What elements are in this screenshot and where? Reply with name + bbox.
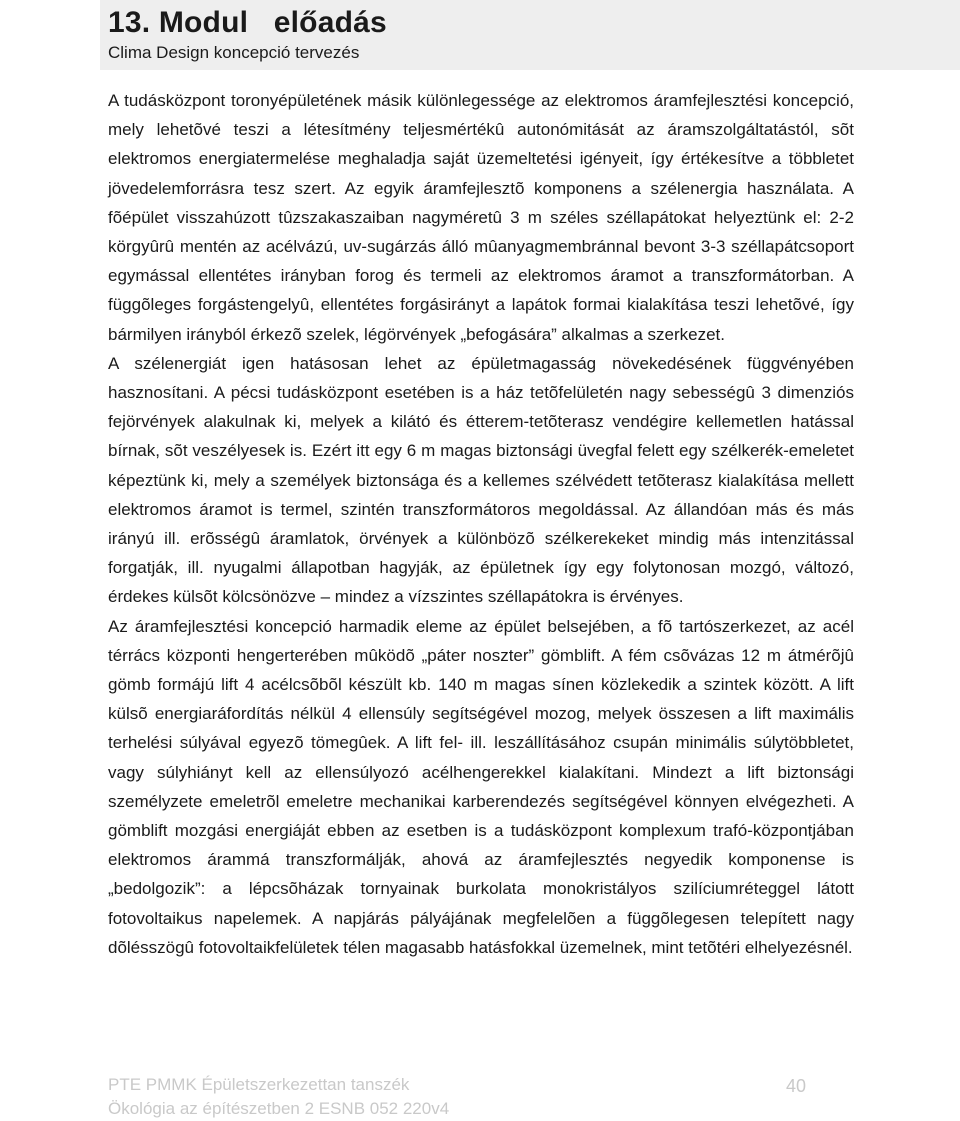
page-number: 40: [786, 1076, 807, 1096]
footer-course: Ökológia az építészetben 2 ESNB 052 220v4: [108, 1099, 450, 1118]
paragraph: A szélenergiát igen hatásosan lehet az épületmagasság növekedésének függvényében hasznosítani. A pécsi tudásközpont esetében is a ház tetõfelületén nagy sebességû 3 dimenziós fejörvények alakulnak ki, melyek a kilátó és étterem-tetõterasz vendégire kellemetlen hatással bírnak, sõt veszélyesek is. Ezért itt egy 6 m magas biztonsági üvegfal felett egy szélkerék-emeletet képeztünk ki, mely a személyek biztonsága és a kellemes szélvédett tetõterasz kialakítása mellett elektromos áramot is termel, szintén transzformátoros megoldással. Az állandóan más és más irányú ill. erõsségû áramlatok, örvények a különbözõ szélkerekeket mindig más intenzitással forgatják, ill. nyugalmi állapotban hagyják, az épületnek így egy folytonosan mozgó, változó, érdekes külsõt kölcsönözve – mindez a vízszintes széllapátokra is érvényes.: [108, 353, 854, 607]
paragraph: A tudásközpont toronyépületének másik különlegessége az elektromos áramfejlesztési koncepció, mely lehetõvé teszi a létesítmény teljesmértékû autonómitását az áramszolgáltatástól, sõt elektromos energiatermelése meghaladja saját üzemeltetési igényeit, így értékesítve a többletet jövedelemforrásra tesz szert. Az egyik áramfejlesztõ komponens a szélenergia használata. A fõépület visszahúzott tûzszakaszaiban nagyméretû 3 m széles széllapátokat helyeztünk el: 2-2 körgyûrû mentén az acélvázú, uv-sugárzás álló mûanyagmembránnal bevont 3-3 széllapátcsoport egymással ellentétes irányban forog és termeli az elektromos áramot a transzformátorban. A függõleges forgástengelyû, ellentétes forgásirányt a lapátok formai kialakítása teszi lehetõvé, így bármilyen irányból érkezõ szelek, légörvények „befogására” alkalmas a szerkezet.: [108, 91, 854, 344]
footer: [108, 1073, 449, 1121]
body-text: [108, 86, 854, 962]
paragraph: Az áramfejlesztési koncepció harmadik eleme az épület belsejében, a fõ tartószerkezet, az acél térrács központi hengerterében mûködõ „páter noszter” gömblift. A fém csõvázas 12 m átmérõjû gömb formájú lift 4 acélcsõbõl készült kb. 140 m magas sínen közlekedik a szintek között. A lift külsõ energiaráfordítás nélkül 4 ellensúly segítségével mozog, melyek összesen a lift maximális terhelési súlyával egyezõ tömegûek. A lift fel- ill. leszállításához csupán minimális súlytöbbletet, vagy súlyhiányt kell az ellensúlyozó acélhengerekkel kialakítani. Mindezt a lift biztonsági személyzete emeletrõl emeletre mechanikai karberendezés segítségével könnyen elvégezheti. A gömblift mozgási energiáját ebben az esetben is a tudásközpont komplexum trafó-központjában elektromos árammá transzformálják, ahová az áramfejlesztés negyedik komponense is „bedolgozik”: a lépcsõházak tornyainak burkolata monokristályos szilíciumréteggel látott fotovoltaikus napelemek. A napjárás pályájának megfelelõen a függõlegesen telepített nagy dõlésszögû fotovoltaikfelületek télen magasabb hatásfokkal üzemelnek, mint tetõtéri elhelyezésnél.: [108, 616, 854, 957]
footer-department: PTE PMMK Épületszerkezettan tanszék: [108, 1075, 410, 1094]
page-subtitle: Clima Design koncepció tervezés: [108, 43, 360, 62]
page-title: 13. Modul előadás: [108, 6, 387, 39]
